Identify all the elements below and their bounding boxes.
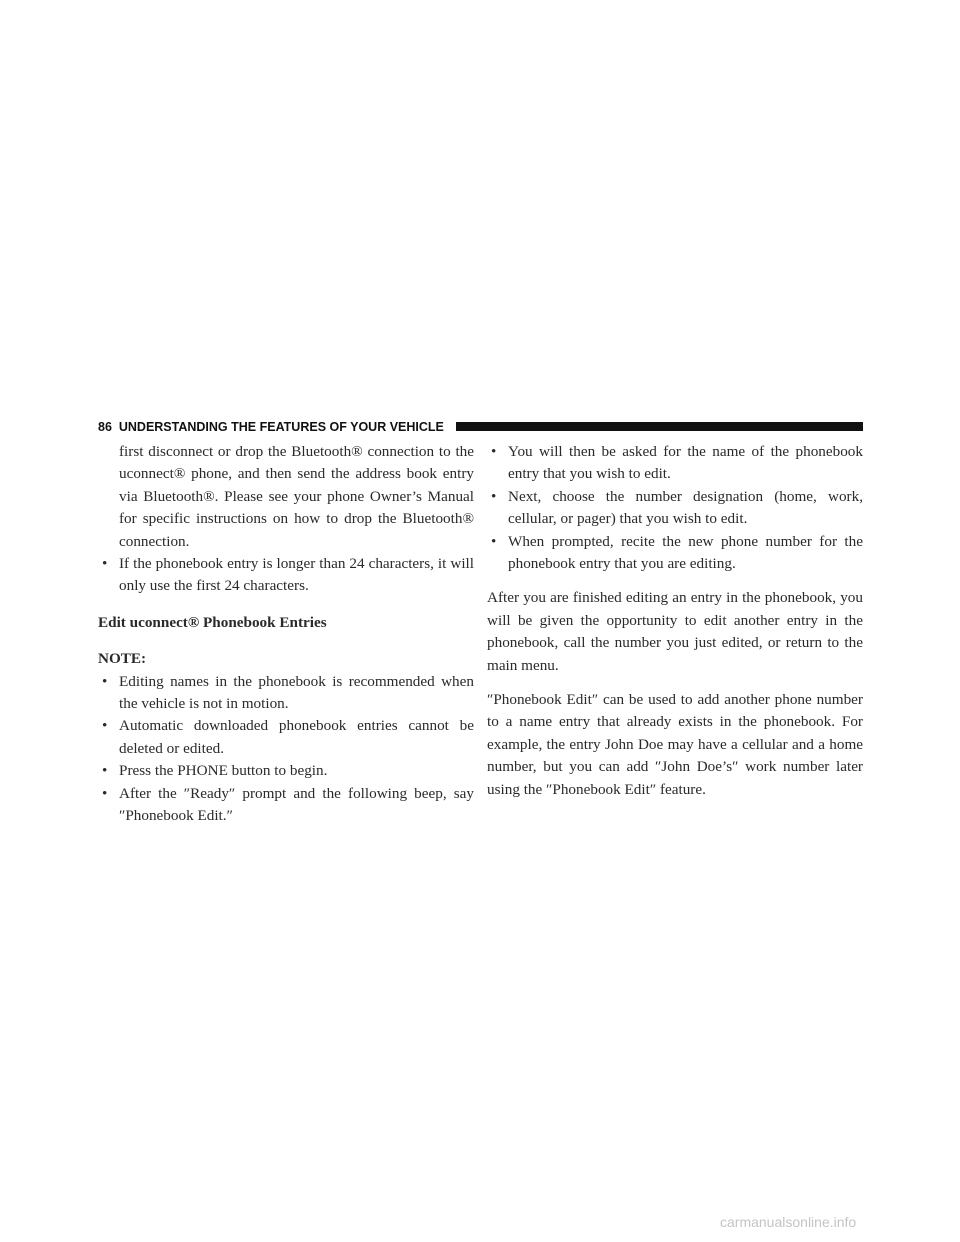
bullet-glyph: • — [491, 443, 497, 460]
list-item — [487, 441, 863, 486]
note-label: NOTE: — [98, 650, 147, 668]
list-item-text: Next, choose the number designation (home, work, cellular, or pager) that you wish to edit. — [508, 487, 863, 528]
list-item — [98, 715, 474, 760]
right-column — [487, 441, 863, 801]
body-paragraph: After you are finished editing an entry in the phonebook, you will be given the opportunity to edit another entry in the phonebook, call the number you just edited, or return to the main menu. — [487, 589, 863, 674]
list-item-text: You will then be asked for the name of the phonebook entry that you wish to edit. — [508, 443, 863, 483]
header-title — [98, 417, 450, 437]
bullet-glyph: • — [102, 555, 108, 573]
list-item — [98, 783, 474, 828]
watermark: carmanualsonline.info — [720, 1214, 857, 1230]
header-rule — [456, 422, 863, 431]
left-column — [98, 441, 474, 828]
bullet-glyph: • — [102, 672, 108, 690]
bullet-glyph: • — [102, 717, 108, 735]
list-item-text: Automatic downloaded phonebook entries cannot be deleted or edited. — [119, 717, 474, 757]
body-paragraph: ″Phonebook Edit″ can be used to add another phone number to a name entry that already exists in the phonebook. For example, the entry John Doe may have a cellular and a home number, but you can add ″John Doe’s″ work number later using the ″Phonebook Edit″ feature. — [487, 691, 863, 798]
page-header — [98, 417, 863, 437]
section-title: UNDERSTANDING THE FEATURES OF YOUR VEHICLE — [118, 420, 444, 434]
list-item-text: If the phonebook entry is longer than 24 characters, it will only use the first 24 characters. — [119, 555, 474, 595]
continued-paragraph: first disconnect or drop the Bluetooth® connection to the uconnect® phone, and then send the address book entry via Bluetooth®. Please see your phone Owner’s Manual for specific instructions on how to drop the Bluetooth® connection. — [119, 443, 474, 550]
list-item — [487, 531, 863, 576]
list-item-text: After the ″Ready″ prompt and the following beep, say ″Phonebook Edit.″ — [119, 784, 474, 825]
list-item — [98, 671, 474, 716]
bullet-glyph: • — [491, 487, 497, 505]
bullet-glyph: • — [491, 532, 497, 550]
page-number: 86 — [98, 420, 112, 434]
list-item — [98, 553, 474, 598]
list-item — [487, 486, 863, 531]
list-item-text: When prompted, recite the new phone number for the phonebook entry that you are editing. — [508, 532, 863, 573]
bullet-glyph: • — [102, 762, 108, 780]
bullet-glyph: • — [102, 784, 108, 802]
list-item — [98, 760, 474, 782]
section-heading: Edit uconnect® Phonebook Entries — [98, 613, 327, 631]
list-item-text: Editing names in the phonebook is recommended when the vehicle is not in motion. — [119, 672, 474, 713]
list-item-text: Press the PHONE button to begin. — [119, 762, 328, 780]
